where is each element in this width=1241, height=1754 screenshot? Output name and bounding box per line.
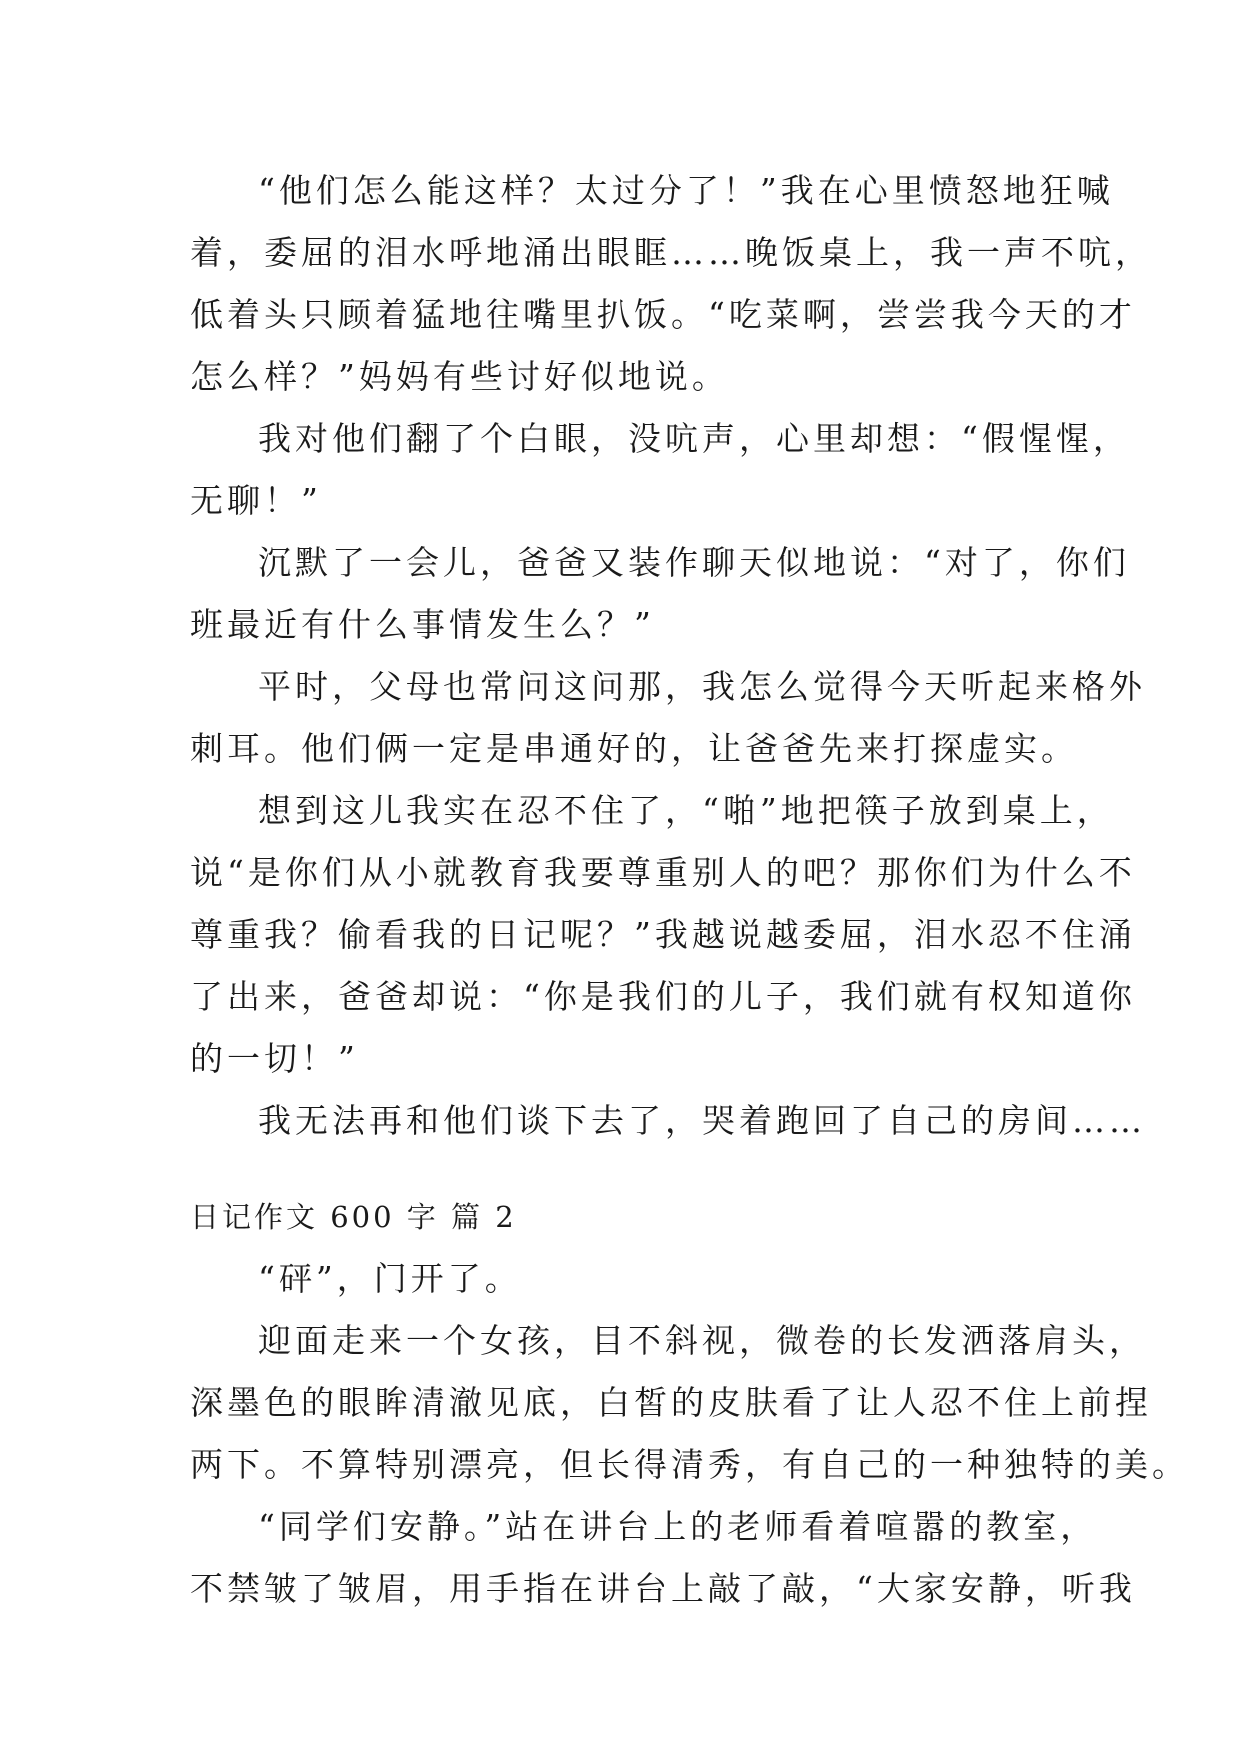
text-line: “砰”，门开了。	[258, 1259, 522, 1298]
text-line: 尊重我？偷看我的日记呢？”我越说越委屈，泪水忍不住涌	[190, 915, 1136, 954]
text-line: 的一切！”	[190, 1039, 359, 1078]
text-line: 我对他们翻了个白眼，没吭声，心里却想：“假惺惺，	[258, 419, 1130, 458]
text-line: 平时，父母也常问这问那，我怎么觉得今天听起来格外	[258, 667, 1146, 706]
text-line: “他们怎么能这样？太过分了！”我在心里愤怒地狂喊	[258, 171, 1114, 210]
text-line: 我无法再和他们谈下去了，哭着跑回了自己的房间……	[258, 1101, 1146, 1140]
section-heading: 日记作文 600 字 篇 2	[190, 1200, 517, 1234]
document-page	[190, 160, 1189, 1620]
text-line: 班最近有什么事情发生么？”	[190, 605, 655, 644]
text-line: 怎么样？”妈妈有些讨好似地说。	[190, 357, 729, 396]
text-line: 想到这儿我实在忍不住了，“啪”地把筷子放到桌上，	[258, 791, 1114, 830]
text-line: 不禁皱了皱眉，用手指在讲台上敲了敲，“大家安静，听我	[190, 1569, 1136, 1608]
text-line: 着，委屈的泪水呼地涌出眼眶……晚饭桌上，我一声不吭，	[190, 233, 1152, 272]
text-line: 低着头只顾着猛地往嘴里扒饭。“吃菜啊，尝尝我今天的才	[190, 295, 1136, 334]
text-line: 了出来，爸爸却说：“你是我们的儿子，我们就有权知道你	[190, 977, 1136, 1016]
text-line: 刺耳。他们俩一定是串通好的，让爸爸先来打探虚实。	[190, 729, 1078, 768]
text-line: “同学们安静。”站在讲台上的老师看着喧嚣的教室，	[258, 1507, 1098, 1546]
text-line: 两下。不算特别漂亮，但长得清秀，有自己的一种独特的美。	[190, 1445, 1189, 1484]
text-line: 沉默了一会儿，爸爸又装作聊天似地说：“对了，你们	[258, 543, 1130, 582]
text-line: 深墨色的眼眸清澈见底，白皙的皮肤看了让人忍不住上前捏	[190, 1383, 1152, 1422]
text-line: 迎面走来一个女孩，目不斜视，微卷的长发洒落肩头，	[258, 1321, 1146, 1360]
text-line: 说“是你们从小就教育我要尊重别人的吧？那你们为什么不	[190, 853, 1136, 892]
text-line: 无聊！”	[190, 481, 322, 520]
